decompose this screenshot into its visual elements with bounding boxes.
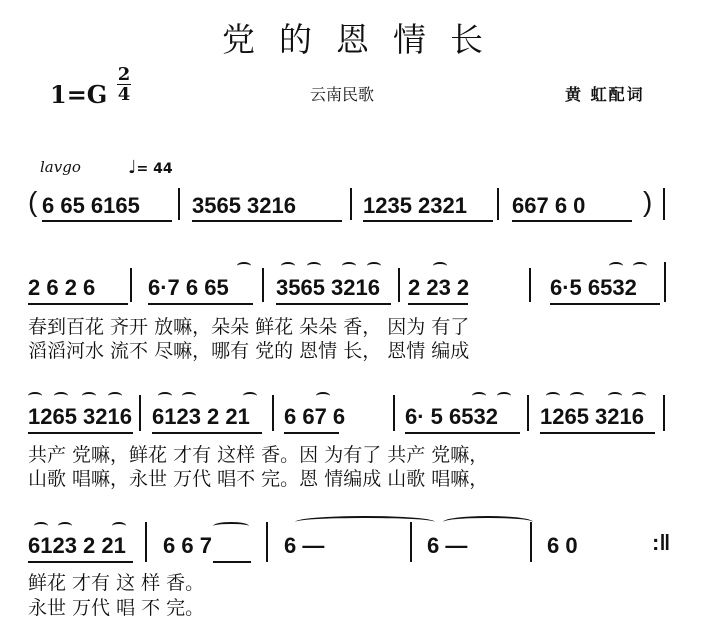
measure: 6·5 6532 [550, 275, 637, 300]
measure: 6 — [427, 533, 468, 558]
song-origin: 云南民歌 [310, 85, 375, 104]
metronome-mark: ♩= 44 [128, 157, 173, 178]
time-signature [117, 66, 131, 103]
intro-measure: 667 6 0 [512, 193, 586, 218]
intro-measure: 1235 2321 [363, 193, 467, 218]
song-title: 党的恩情长 [222, 20, 507, 59]
key-signature: 1=G [50, 80, 108, 109]
lyrics-verse-1: 鲜花 才有 这 样 香。 [28, 572, 205, 594]
measure: 3565 3216 [276, 275, 380, 300]
measure: 2 23 2 [408, 275, 470, 300]
lyrics-verse-2: 永世 万代 唱 不 完。 [28, 597, 205, 619]
intro-measure: 3565 3216 [192, 193, 296, 218]
quarter-note-icon: ♩ [128, 157, 137, 178]
measure: 6 6 7 [163, 533, 212, 558]
measure: 6 67 6 [284, 404, 346, 429]
measure: 1265 3216 [540, 404, 644, 429]
intro-measure: 6 65 6165 [42, 193, 140, 218]
measure: 6 0 [547, 533, 578, 558]
intro-close-paren: ) [643, 186, 653, 217]
time-sig-bottom: 4 [117, 84, 131, 105]
measure: 6· 5 6532 [405, 404, 498, 429]
lyrics-verse-1: 春到百花 齐开 放嘛，朵朵 鲜花 朵朵 香， 因为 有了 [28, 316, 470, 338]
lyrics-verse-2: 滔滔河水 流不 尽嘛，哪有 党的 恩情 长， 恩情 编成 [28, 340, 470, 362]
lyrics-verse-2: 山歌 唱嘛，永世 万代 唱不 完。恩 情编成 山歌 唱嘛， [28, 468, 489, 490]
lyricist-credit: 黄 虹配词 [565, 85, 645, 104]
lyrics-verse-1: 共产 党嘛，鲜花 才有 这样 香。因 为有了 共产 党嘛， [28, 444, 489, 466]
measure: 6123 2 21 [28, 533, 126, 558]
time-sig-top: 2 [117, 64, 131, 85]
measure: 6 — [284, 533, 325, 558]
measure: 6123 2 21 [152, 404, 250, 429]
measure: 6·7 6 65 [148, 275, 229, 300]
repeat-end-barline: :‖ [652, 530, 671, 555]
measure: 1265 3216 [28, 404, 132, 429]
intro-open-paren: ( [28, 186, 38, 217]
measure: 2 6 2 6 [28, 275, 96, 300]
tempo-marking: lavgo [40, 158, 81, 176]
